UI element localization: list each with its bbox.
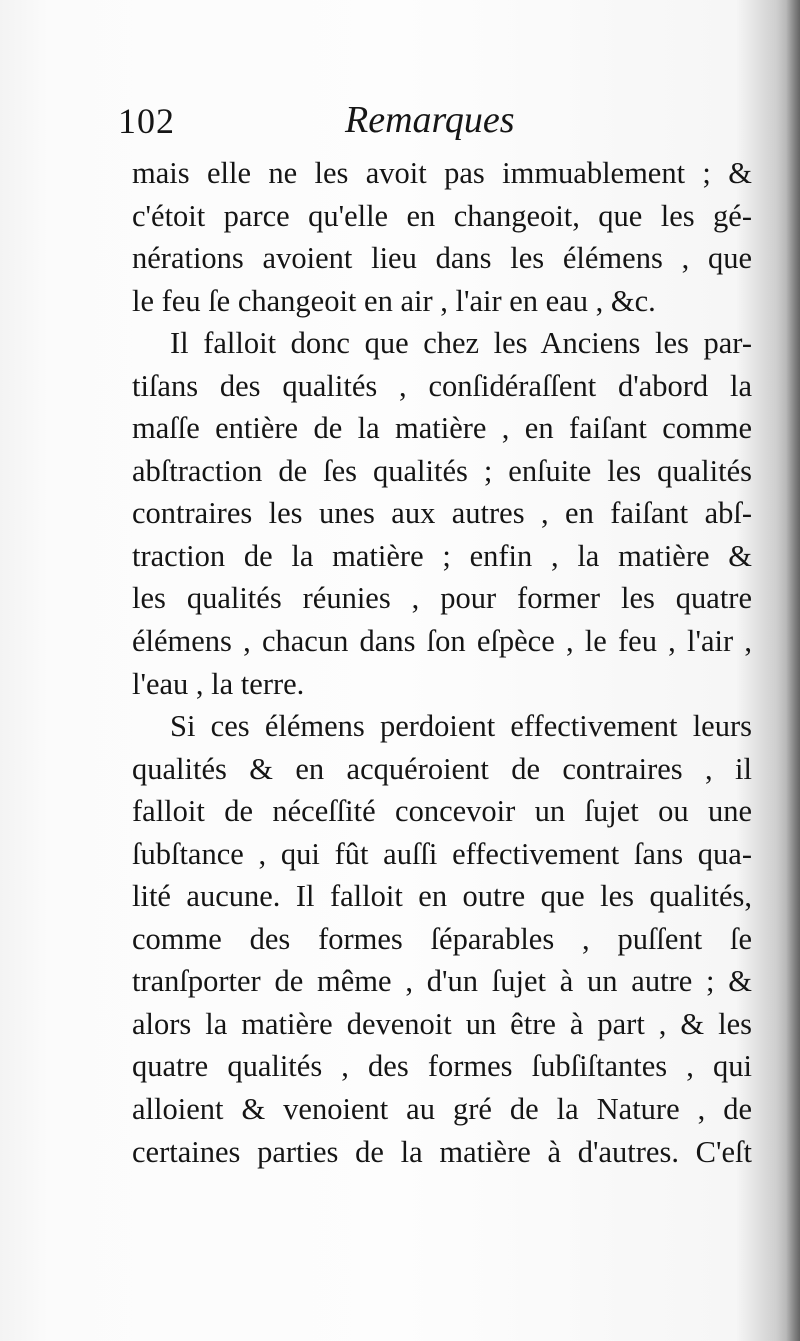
text-line: qualités & en acquéroient de contraires , il (132, 751, 752, 786)
text-line: lité aucune. Il falloit en outre que les qualités, (132, 879, 752, 914)
page-number: 102 (118, 101, 175, 141)
text-line: Il falloit donc que chez les Anciens les par- (170, 326, 752, 361)
running-title: Remarques (345, 99, 515, 141)
paragraph-3 (132, 705, 752, 1173)
text-line: abſtraction de ſes qualités ; enſuite les qualités (132, 453, 752, 488)
paragraph-1 (132, 152, 752, 322)
text-line: alloient & venoient au gré de la Nature , de (132, 1092, 752, 1127)
text-line: Si ces élémens perdoient effectivement leurs (170, 709, 752, 744)
text-line: contraires les unes aux autres , en faiſant abſ- (132, 496, 752, 531)
text-line: élémens , chacun dans ſon eſpèce , le feu , l'air , (132, 624, 752, 659)
text-line: mais elle ne les avoit pas immuablement ; & (132, 156, 752, 190)
text-line: traction de la matière ; enfin , la matière & (132, 538, 752, 573)
text-line: l'eau , la terre. (132, 666, 305, 701)
page-header (0, 100, 800, 150)
body-text (132, 152, 752, 1173)
page-edge-shadow (786, 0, 800, 1341)
text-line: tranſporter de même , d'un ſujet à un autre ; & (132, 964, 752, 999)
text-line: maſſe entière de la matière , en faiſant comme (132, 411, 752, 446)
text-line: alors la matière devenoit un être à part , & les (132, 1006, 752, 1041)
text-line: nérations avoient lieu dans les élémens , que (132, 241, 752, 276)
text-line: tiſans des qualités , conſidéraſſent d'abord la (132, 368, 752, 403)
text-line: ſubſtance , qui fût auſſi effectivement ſans qua- (132, 836, 752, 871)
text-line: le feu ſe changeoit en air , l'air en eau , &c. (132, 283, 656, 318)
text-line: comme des formes ſéparables , puſſent ſe (132, 921, 752, 956)
text-line: les qualités réunies , pour former les quatre (132, 581, 752, 616)
text-line: certaines parties de la matière à d'autres. C'eſt (132, 1134, 752, 1169)
text-line: falloit de néceſſité concevoir un ſujet ou une (132, 794, 752, 829)
text-line: c'étoit parce qu'elle en changeoit, que les gé- (132, 198, 752, 233)
text-line: quatre qualités , des formes ſubſiſtantes , qui (132, 1049, 752, 1084)
paragraph-2 (132, 322, 752, 705)
